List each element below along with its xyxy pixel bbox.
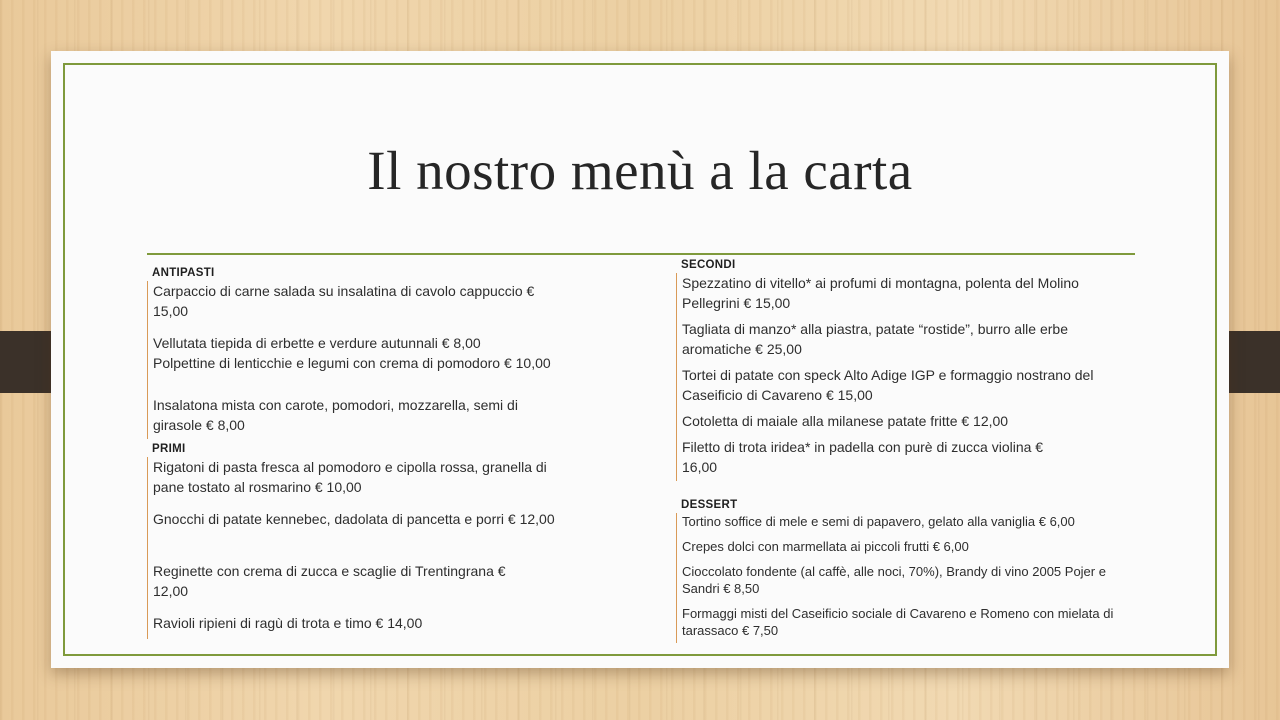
menu-item: Formaggi misti del Caseificio sociale di Cavareno e Romeno con mielata di tarassaco € 7,50 (682, 606, 1114, 638)
section-heading-dessert: DESSERT (681, 499, 738, 511)
menu-item: Insalatona mista con carote, pomodori, mozzarella, semi di girasole € 8,00 (153, 397, 518, 433)
menu-item: Reginette con crema di zucca e scaglie di Trentingrana € 12,00 (153, 563, 506, 599)
menu-item: Tortino soffice di mele e semi di papavero, gelato alla vaniglia € 6,00 (682, 514, 1075, 529)
left-menu-column (152, 265, 562, 639)
section-secondi (676, 273, 1121, 481)
section-heading-antipasti: ANTIPASTI (152, 267, 215, 279)
section-dessert (676, 513, 1121, 643)
menu-item: Polpettine di lenticchie e legumi con crema di pomodoro € 10,00 (153, 355, 551, 371)
menu-item: Carpaccio di carne salada su insalatina di cavolo cappuccio € 15,00 (153, 283, 535, 319)
page-title: Il nostro menù a la carta (367, 140, 913, 201)
menu-item: Cioccolato fondente (al caffè, alle noci, 70%), Brandy di vino 2005 Pojer e Sandri € 8,50 (682, 564, 1106, 596)
section-antipasti (147, 281, 562, 439)
menu-item: Rigatoni di pasta fresca al pomodoro e cipolla rossa, granella di pane tostato al rosmarino € 10,00 (153, 459, 547, 495)
section-heading-primi: PRIMI (152, 443, 186, 455)
menu-item: Vellutata tiepida di erbette e verdure autunnali € 8,00 (153, 335, 481, 351)
right-menu-column (681, 257, 1121, 643)
slide-card (51, 51, 1229, 668)
menu-item: Cotoletta di maiale alla milanese patate fritte € 12,00 (682, 413, 1009, 429)
menu-item: Ravioli ripieni di ragù di trota e timo € 14,00 (153, 615, 423, 631)
menu-item: Gnocchi di patate kennebec, dadolata di pancetta e porri € 12,00 (153, 511, 555, 527)
section-heading-secondi: SECONDI (681, 259, 736, 271)
menu-item: Spezzatino di vitello* ai profumi di montagna, polenta del Molino Pellegrini € 15,00 (682, 275, 1079, 311)
menu-item: Tortei di patate con speck Alto Adige IGP e formaggio nostrano del Caseificio di Cavareno € 15,00 (682, 367, 1094, 403)
title-divider (147, 253, 1135, 255)
menu-item: Tagliata di manzo* alla piastra, patate “rostide”, burro alle erbe aromatiche € 25,00 (682, 321, 1068, 357)
menu-item: Crepes dolci con marmellata ai piccoli frutti € 6,00 (682, 539, 969, 554)
section-primi (147, 457, 562, 639)
menu-item: Filetto di trota iridea* in padella con purè di zucca violina € 16,00 (682, 439, 1044, 475)
